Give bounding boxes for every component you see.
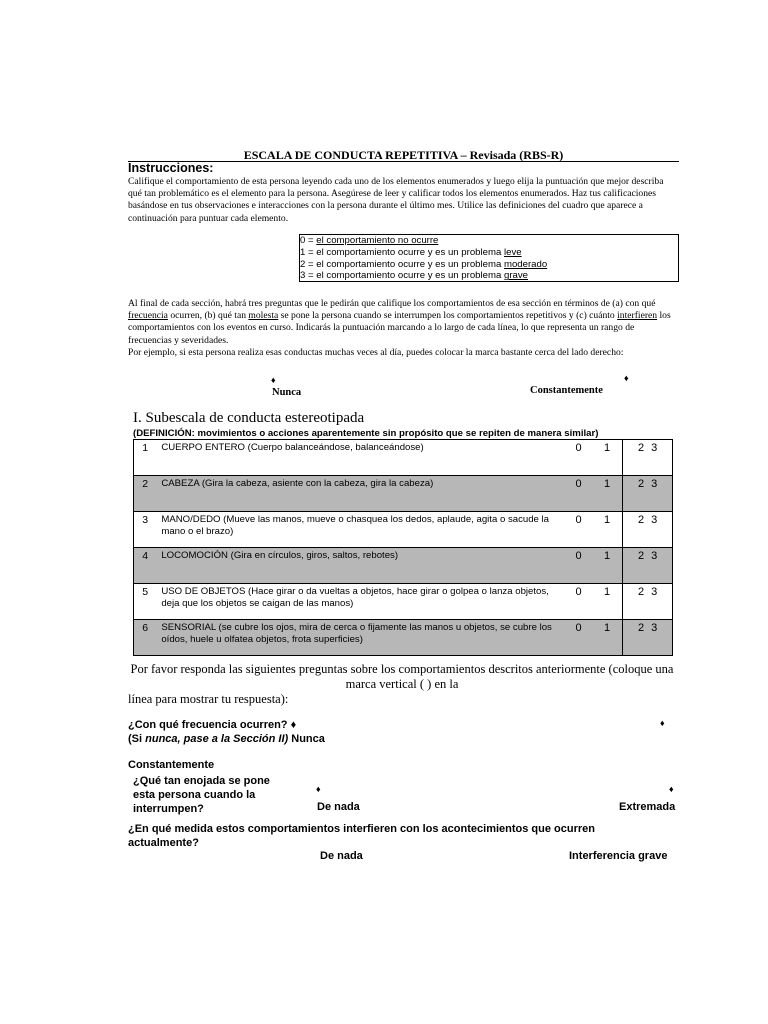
- scoring-explanation: Al final de cada sección, habrá tres preguntas que le pedirán que califique los comportamientos de esa sección en términos de (a) con qué frecuencia ocurren, (b) qué tan molesta se pone la persona cuando se interrumpen los comportamientos repetitivos y (c) cuánto interfieren los comportamientos con los eventos en curso. Indicarás la puntuación marcando a lo largo de cada línea, lo que representa un rango de frecuencias y severidades. Por ejemplo, si esta persona realiza esas conductas muchas veces al día, puedes colocar la marca bastante cerca del lado derecho:: [128, 298, 671, 358]
- item-number: 2: [134, 476, 157, 512]
- score-2-3[interactable]: 2 3: [623, 440, 673, 476]
- score-1[interactable]: 1: [592, 440, 623, 476]
- table-row: [134, 440, 673, 476]
- item-description: LOCOMOCIÓN (Gira en círculos, giros, saltos, rebotes): [156, 548, 565, 584]
- questions-intro-2: línea para mostrar tu respuesta):: [128, 692, 289, 706]
- score-2-3[interactable]: 2 3: [623, 620, 673, 656]
- score-2-3[interactable]: 2 3: [623, 548, 673, 584]
- scale-label-constantly: Constantemente: [530, 385, 603, 396]
- scale-marker-right: ♦: [624, 373, 629, 383]
- score-0[interactable]: 0: [565, 512, 591, 548]
- score-1[interactable]: 1: [592, 584, 623, 620]
- instructions-text: Califique el comportamiento de esta persona leyendo cada uno de los elementos enumerados y luego elija la puntuación que mejor describa qué tan problemático es el elemento para la persona. Asegúrese de leer y calificar todos los elementos enumerados. Haz tus calificaciones basándose en tus observaciones e interacciones con la persona durante el último mes. Utilice las definiciones del cuadro que aparece a continuación para puntuar cada elemento.: [128, 176, 664, 224]
- score-1[interactable]: 1: [592, 476, 623, 512]
- item-number: 5: [134, 584, 157, 620]
- upset-label-right: Extremada: [619, 801, 676, 813]
- interference-label-left: De nada: [320, 850, 363, 862]
- score-2-3[interactable]: 2 3: [623, 584, 673, 620]
- example-text: Por ejemplo, si esta persona realiza esas conductas muchas veces al día, puedes colocar la marca bastante cerca del lado derecho:: [128, 346, 624, 358]
- frequency-marker-right: ♦: [660, 718, 665, 728]
- item-number: 4: [134, 548, 157, 584]
- table-row: [134, 548, 673, 584]
- score-0[interactable]: 0: [565, 548, 591, 584]
- section-title: I. Subescala de conducta estereotipada: [133, 410, 365, 426]
- legend-row: 2 = el comportamiento ocurre y es un problema moderado: [300, 258, 548, 270]
- questions-intro: Por favor responda las siguientes preguntas sobre los comportamientos descritos anteriormente (coloque una marca vertical ( ) en la: [130, 662, 674, 691]
- items-table: [133, 439, 673, 656]
- legend-row: 1 = el comportamiento ocurre y es un problema leve: [300, 246, 522, 258]
- score-1[interactable]: 1: [592, 620, 623, 656]
- item-description: CUERPO ENTERO (Cuerpo balanceándose, balanceándose): [156, 440, 565, 476]
- upset-label-left: De nada: [317, 801, 360, 813]
- instructions-heading: Instrucciones:: [128, 161, 214, 175]
- table-row: [134, 584, 673, 620]
- question-upset: ¿Qué tan enojada se pone esta persona cuando la interrumpen?: [133, 775, 270, 815]
- score-0[interactable]: 0: [565, 440, 591, 476]
- table-row: [134, 476, 673, 512]
- score-0[interactable]: 0: [565, 476, 591, 512]
- question-frequency: ¿Con qué frecuencia ocurren? ♦: [128, 719, 297, 731]
- scale-label-never: Nunca: [272, 387, 302, 398]
- item-description: CABEZA (Gira la cabeza, asiente con la cabeza, gira la cabeza): [156, 476, 565, 512]
- legend-row: 0 = el comportamiento no ocurre: [300, 235, 439, 246]
- upset-marker-left: ♦: [316, 784, 321, 794]
- item-number: 6: [134, 620, 157, 656]
- rating-legend-box: [299, 234, 679, 282]
- score-2-3[interactable]: 2 3: [623, 512, 673, 548]
- item-description: SENSORIAL (se cubre los ojos, mira de cerca o fijamente las manos u objetos, se cubre los oídos, huele u olfatea objetos, frota superficies): [156, 620, 565, 656]
- score-0[interactable]: 0: [565, 620, 591, 656]
- table-row: [134, 620, 673, 656]
- score-2-3[interactable]: 2 3: [623, 476, 673, 512]
- score-1[interactable]: 1: [592, 548, 623, 584]
- score-0[interactable]: 0: [565, 584, 591, 620]
- table-row: [134, 512, 673, 548]
- question-interference: ¿En qué medida estos comportamientos interfieren con los acontecimientos que ocurren actualmente?: [128, 823, 595, 849]
- page-title: ESCALA DE CONDUCTA REPETITIVA – Revisada (RBS-R): [243, 148, 564, 162]
- section-definition: (DEFINICIÓN: movimientos o acciones aparentemente sin propósito que se repiten de manera similar): [133, 428, 599, 439]
- item-number: 1: [134, 440, 157, 476]
- score-1[interactable]: 1: [592, 512, 623, 548]
- interference-label-right: Interferencia grave: [569, 850, 668, 862]
- item-description: USO DE OBJETOS (Hace girar o da vueltas a objetos, hace girar o golpea o lanza objetos, deja que los objetos se caigan de las manos): [156, 584, 565, 620]
- legend-row: 3 = el comportamiento ocurre y es un problema grave: [300, 270, 528, 282]
- upset-marker-right: ♦: [669, 784, 674, 794]
- frequency-label-constantly: Constantemente: [128, 759, 215, 771]
- question-frequency-note: (Si nunca, pase a la Sección II) Nunca: [128, 733, 325, 745]
- item-description: MANO/DEDO (Mueve las manos, mueve o chasquea los dedos, aplaude, agita o sacude la mano o el brazo): [156, 512, 565, 548]
- scale-marker-left: ♦: [271, 375, 276, 385]
- item-number: 3: [134, 512, 157, 548]
